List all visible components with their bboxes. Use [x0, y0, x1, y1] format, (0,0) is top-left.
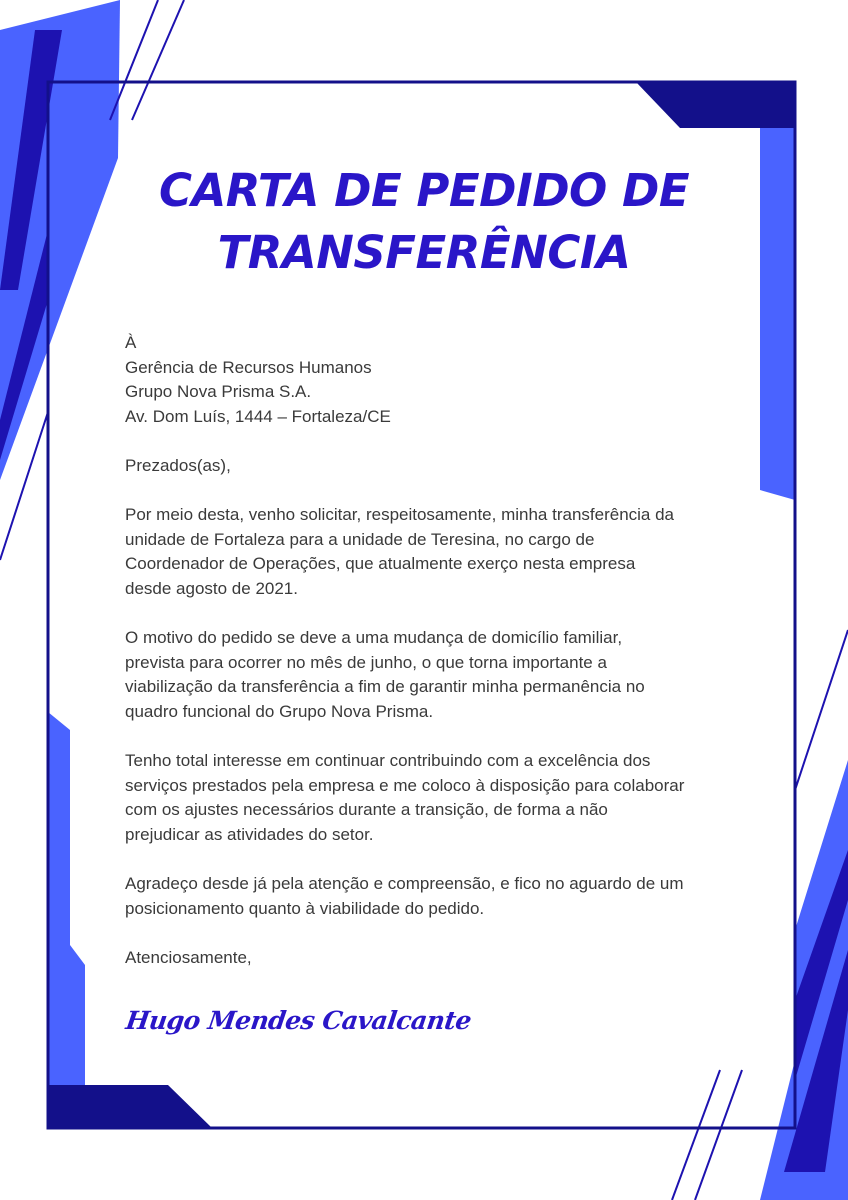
- paragraph-line: prevista para ocorrer no mês de junho, o que torna importante a: [125, 652, 607, 672]
- address-line: Gerência de Recursos Humanos: [125, 357, 372, 377]
- paragraph-thanks: [125, 872, 745, 921]
- address-line: À: [125, 333, 137, 352]
- top-left-thin-line-2: [132, 0, 184, 120]
- paragraph-line: Tenho total interesse em continuar contribuindo com a excelência dos: [125, 751, 651, 771]
- paragraph-line: Por meio desta, venho solicitar, respeitosamente, minha transferência da: [125, 505, 675, 525]
- paragraph-line: serviços prestados pela empresa e me coloco à disposição para colaborar: [125, 775, 685, 795]
- paragraph-line: posicionamento quanto à viabilidade do pedido.: [125, 898, 485, 918]
- left-bottom-light-strip: [48, 712, 85, 1085]
- paragraph-line: O motivo do pedido se deve a uma mudança de domicílio familiar,: [125, 628, 623, 648]
- paragraph-interest: [125, 749, 745, 847]
- address-line: Av. Dom Luís, 1444 – Fortaleza/CE: [125, 406, 391, 426]
- title-line-2: TRANSFERÊNCIA: [217, 226, 631, 279]
- bottom-right-thin-line-1: [672, 1070, 720, 1200]
- signature: Hugo Mendes Cavalcante: [124, 1006, 474, 1035]
- recipient-address: [125, 331, 745, 429]
- greeting: Prezados(as),: [125, 455, 231, 475]
- right-thin-line: [795, 630, 848, 790]
- paragraph-line: Agradeço desde já pela atenção e compreensão, e fico no aguardo de um: [125, 874, 684, 894]
- paragraph-line: com os ajustes necessários durante a transição, de forma a não: [125, 800, 608, 820]
- paragraph-line: viabilização da transferência a fim de garantir minha permanência no: [125, 677, 645, 697]
- paragraph-line: prejudicar as atividades do setor.: [125, 824, 374, 844]
- closing: Atenciosamente,: [125, 947, 252, 967]
- paragraph-line: quadro funcional do Grupo Nova Prisma.: [125, 701, 434, 721]
- page-title: [80, 160, 768, 284]
- paragraph-line: unidade de Fortaleza para a unidade de Teresina, no cargo de: [125, 529, 595, 549]
- title-line-1: CARTA DE PEDIDO DE: [158, 164, 690, 217]
- bottom-left-corner-block: [48, 1085, 212, 1128]
- address-line: Grupo Nova Prisma S.A.: [125, 382, 312, 402]
- paragraph-line: Coordenador de Operações, que atualmente exerço nesta empresa: [125, 554, 636, 574]
- bottom-right-thin-line-2: [695, 1070, 742, 1200]
- paragraph-line: desde agosto de 2021.: [125, 578, 298, 598]
- paragraph-request: [125, 503, 745, 601]
- paragraph-reason: [125, 626, 745, 724]
- right-top-corner-block: [636, 82, 795, 128]
- letter-body: [125, 331, 745, 995]
